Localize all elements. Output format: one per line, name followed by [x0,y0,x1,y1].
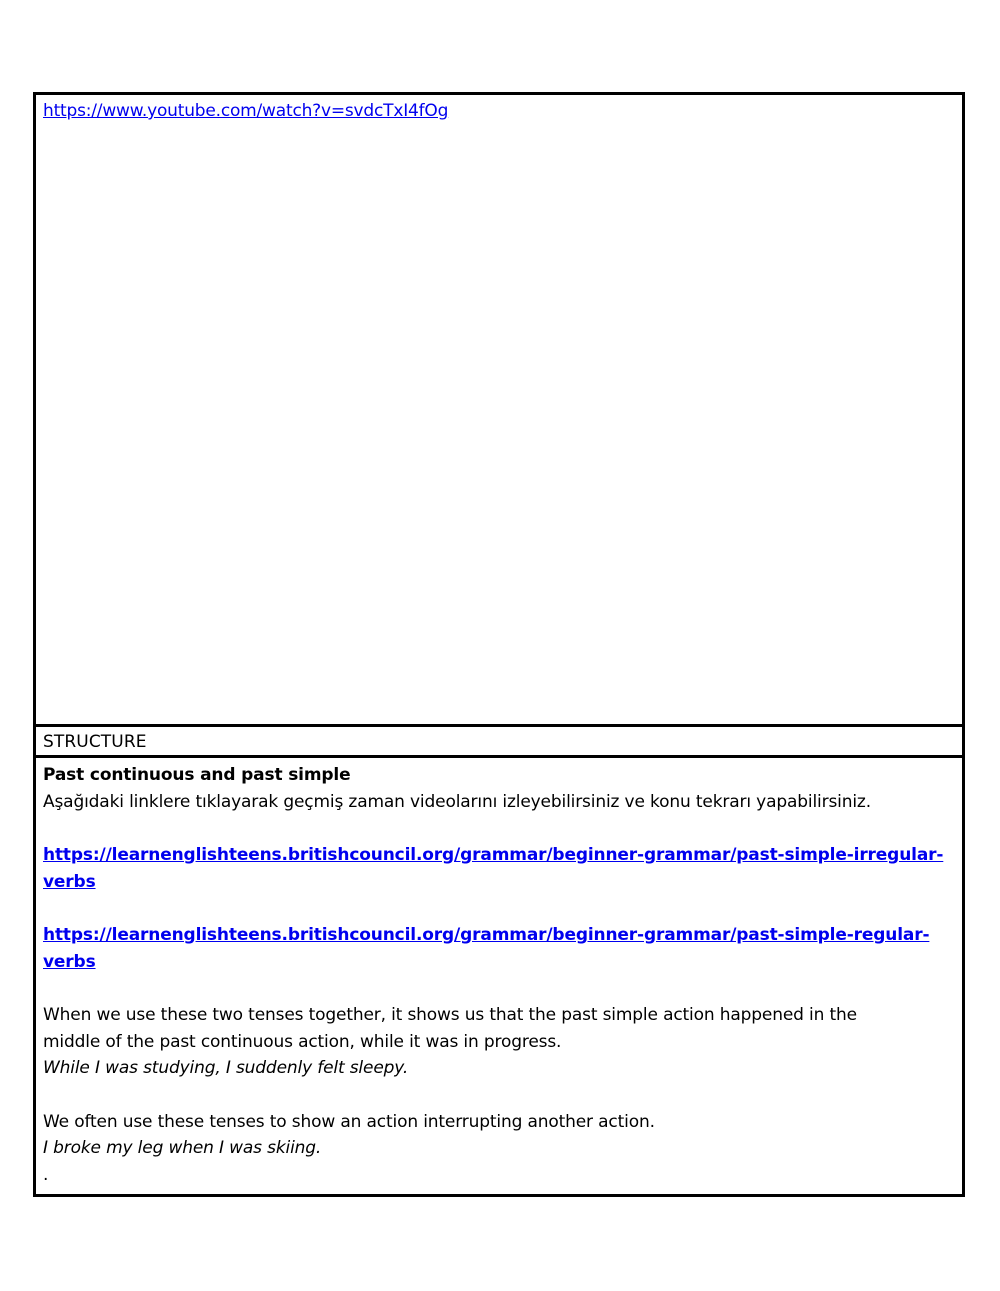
youtube-link[interactable]: https://www.youtube.com/watch?v=svdcTxI4fOg [43,101,449,121]
regular-verbs-link[interactable] [43,922,955,975]
example-sentence-2: I broke my leg when I was skiing. [43,1138,322,1158]
worksheet-table [33,92,965,1197]
explanation-line-1: When we use these two tenses together, it shows us that the past simple action happened in the [43,1005,857,1025]
example-sentence-1: While I was studying, I suddenly felt sleepy. [43,1058,409,1078]
video-cell [36,95,962,725]
irregular-verbs-link[interactable] [43,842,955,895]
regular-verbs-link-line1[interactable]: https://learnenglishteens.britishcouncil.org/grammar/beginner-grammar/past-simple-regular- [43,925,930,945]
irregular-verbs-link-line1[interactable]: https://learnenglishteens.britishcouncil.org/grammar/beginner-grammar/past-simple-irregular- [43,845,944,865]
grammar-content [43,762,955,1188]
spacer [43,815,955,842]
spacer [43,975,955,1002]
intro-text: Aşağıdaki linklere tıklayarak geçmiş zaman videolarını izleyebilirsiniz ve konu tekrarı yapabilirsiniz. [43,791,871,812]
structure-row [36,724,962,758]
spacer [43,1082,955,1109]
structure-label: STRUCTURE [43,732,147,752]
section-heading: Past continuous and past simple [43,765,351,785]
regular-verbs-link-line2[interactable]: verbs [43,951,96,972]
explanation-interrupting: We often use these tenses to show an action interrupting another action. [43,1111,655,1132]
explanation-line-2: middle of the past continuous action, while it was in progress. [43,1031,562,1052]
trailing-dot: . [43,1164,49,1185]
spacer [43,895,955,922]
irregular-verbs-link-line2[interactable]: verbs [43,871,96,892]
